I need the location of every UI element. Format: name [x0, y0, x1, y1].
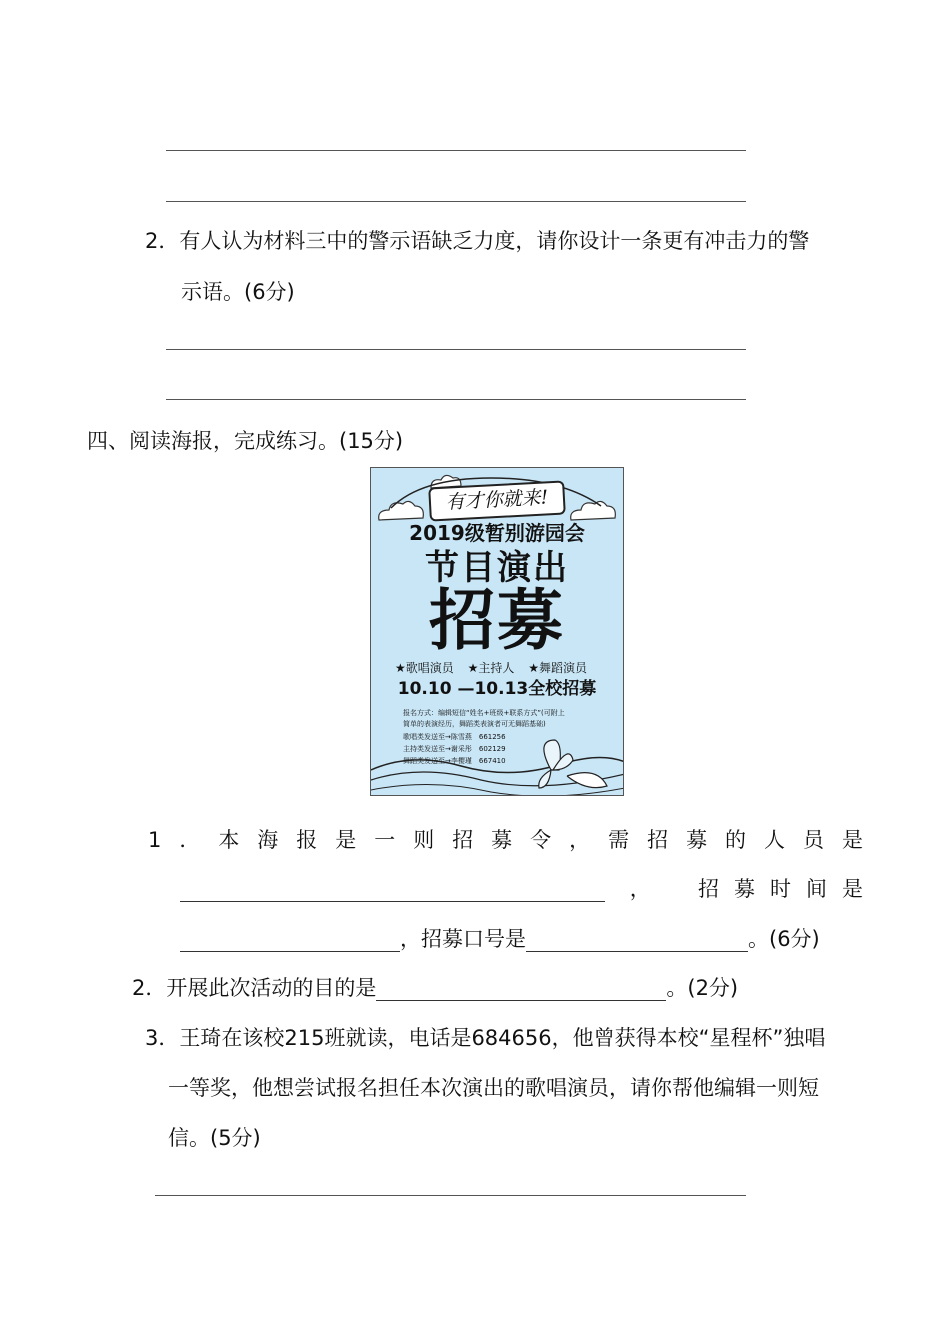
poster-signup-line-2: 简单的表演经历，舞蹈类表演者可无舞蹈基础): [403, 720, 546, 728]
recruitment-poster: [370, 467, 624, 796]
question-4-3-line-2: 一等奖，他想尝试报名担任本次演出的歌唱演员，请你帮他编辑一则短: [168, 1076, 819, 1100]
answer-line: [166, 201, 746, 202]
question-4-3-line-1: 3．王琦在该校215班就读，电话是684656，他曾获得本校“星程杯”独唱: [145, 1026, 826, 1050]
recruit-time-label: 招募时间是: [698, 877, 878, 901]
answer-blank-time[interactable]: [180, 929, 400, 952]
question-3-2-line-1: 2．有人认为材料三中的警示语缺乏力度，请你设计一条更有冲击力的警: [145, 229, 810, 253]
question-4-3-line-3: 信。(5分): [168, 1126, 261, 1150]
answer-blank-slogan[interactable]: [526, 929, 748, 952]
poster-roles: [395, 660, 597, 676]
purpose-label: 2．开展此次活动的目的是: [132, 976, 377, 1000]
question-4-2-score: 。(2分): [666, 976, 739, 1000]
poster-subtitle: 2019级暂别游园会: [409, 521, 585, 545]
role-host: ★主持人: [467, 661, 515, 675]
question-3-2-line-2: 示语。(6分): [181, 280, 295, 304]
slogan-label: ，招募口号是: [400, 927, 526, 951]
answer-line: [166, 150, 746, 151]
answer-line: [155, 1195, 746, 1196]
poster-contact-dance: 舞蹈类发送至→李樱瑾 667410: [403, 757, 506, 765]
section-4-heading: 四、阅读海报，完成练习。(15分): [87, 429, 404, 453]
answer-blank-purpose[interactable]: [376, 978, 666, 1001]
poster-dates: 10.10 —10.13全校招募: [397, 679, 597, 699]
question-4-1-line-3: [180, 925, 820, 953]
poster-signup-line-1: 报名方式：编辑短信“姓名+班级+联系方式”(可附上: [403, 709, 565, 717]
question-4-1-score: 。(6分): [748, 927, 820, 951]
poster-title: 节目演出: [425, 548, 569, 588]
poster-main-title: 招募: [429, 582, 565, 659]
answer-line: [166, 399, 746, 400]
question-4-1-line-2: [180, 875, 878, 903]
comma: ，: [629, 877, 651, 901]
answer-blank-recruits[interactable]: [180, 879, 605, 902]
answer-line: [166, 349, 746, 350]
question-4-1-line-1: 1．本海报是一则招募令，需招募的人员是: [148, 828, 863, 852]
poster-banner: 有才你就来!: [428, 480, 566, 521]
role-singer: ★歌唱演员: [395, 661, 454, 675]
question-4-2: [132, 974, 738, 1002]
role-dancer: ★舞蹈演员: [528, 661, 587, 675]
butterfly-wave-decoration: [371, 730, 624, 796]
poster-contact-sing: 歌唱类发送至→陈雪燕 661256: [403, 733, 506, 741]
poster-contact-host: 主持类发送至→谢采彤 602129: [403, 745, 506, 753]
